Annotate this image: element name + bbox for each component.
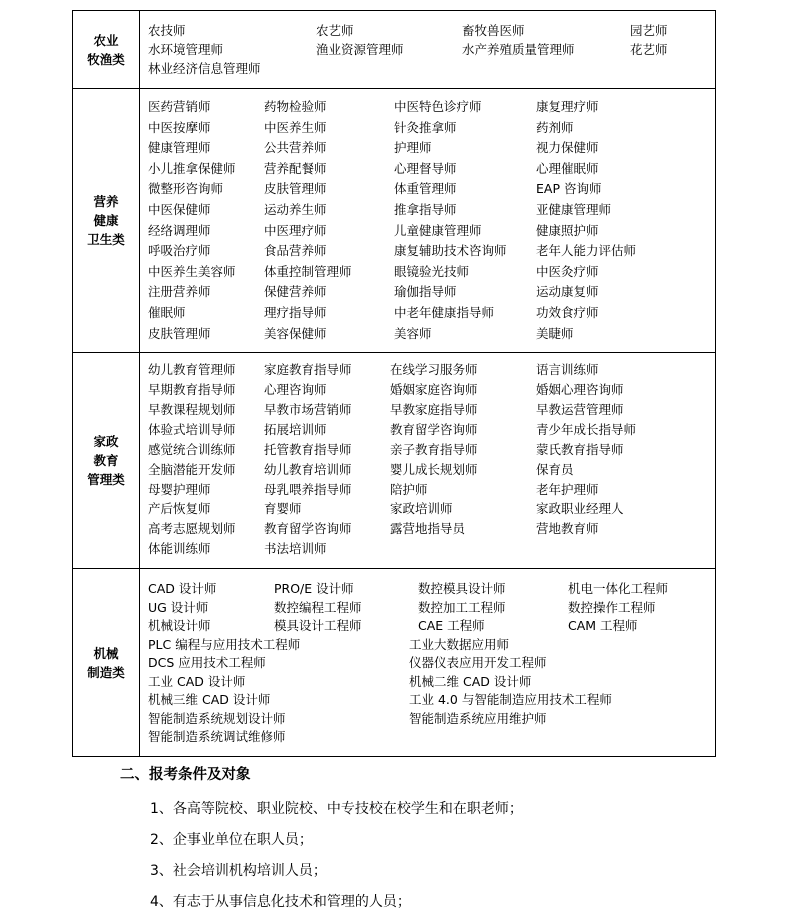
category-label: 营养 健康 卫生类: [87, 194, 125, 248]
profession-item: 机电一体化工程师: [568, 581, 669, 597]
category-row-agriculture: [73, 11, 716, 89]
profession-item: 水产养殖质量管理师: [462, 42, 575, 57]
profession-item: 药剂师: [536, 119, 574, 135]
profession-item: 数控加工工程师: [418, 599, 506, 615]
profession-item: 体验式培训导师: [148, 421, 236, 437]
profession-item: 康复辅助技术咨询师: [394, 243, 507, 259]
profession-item: 功效食疗师: [536, 304, 599, 320]
profession-item: 微整形咨询师: [148, 181, 224, 197]
profession-item: 心理催眠师: [536, 160, 599, 176]
profession-item: 康复理疗师: [536, 99, 599, 114]
profession-item: 护理师: [394, 140, 432, 156]
profession-item: 林业经济信息管理师: [148, 61, 261, 76]
category-items-cell: [140, 569, 716, 757]
category-label-cell: [73, 569, 140, 757]
profession-item: 美睫师: [536, 325, 574, 341]
profession-list: [140, 636, 715, 753]
profession-item: 蒙氏教育指导师: [536, 441, 624, 457]
profession-item: 智能制造系统规划设计师: [148, 710, 286, 726]
profession-item: 畜牧兽医师: [462, 23, 525, 38]
profession-item: 早教市场营销师: [264, 401, 352, 417]
category-row-homeedu: [73, 353, 716, 569]
profession-item: 皮肤管理师: [264, 181, 327, 197]
profession-item: 早教家庭指导师: [390, 401, 478, 417]
profession-item: 早教课程规划师: [148, 401, 236, 417]
profession-item: 婴儿成长规划师: [390, 461, 478, 477]
profession-item: 工业 4.0 与智能制造应用技术工程师: [409, 692, 612, 708]
profession-item: 模具设计工程师: [274, 618, 362, 634]
profession-item: 体重管理师: [394, 181, 457, 197]
profession-item: 家政培训师: [390, 501, 453, 517]
profession-item: 教育留学咨询师: [390, 421, 478, 437]
condition-item: 4、有志于从事信息化技术和管理的人员；: [150, 894, 411, 910]
profession-item: 母婴护理师: [148, 481, 211, 497]
profession-item: 健康照护师: [536, 222, 599, 238]
profession-item: 露营地指导员: [390, 521, 466, 537]
profession-item: PRO/E 设计师: [274, 581, 354, 597]
profession-item: 经络调理师: [148, 222, 211, 238]
profession-item: 中医保健师: [148, 201, 211, 217]
profession-item: 早期教育指导师: [148, 382, 236, 397]
profession-item: 渔业资源管理师: [316, 42, 404, 57]
profession-item: 老年人能力评估师: [536, 243, 637, 259]
profession-item: 美容师: [394, 325, 432, 341]
profession-item: 教育留学咨询师: [264, 521, 352, 537]
profession-item: 书法培训师: [264, 541, 327, 557]
profession-item: 体能训练师: [148, 541, 211, 557]
profession-item: 视力保健师: [536, 140, 599, 156]
category-label-cell: [73, 89, 140, 353]
profession-item: 食品营养师: [264, 243, 327, 259]
profession-item: 公共营养师: [264, 140, 327, 156]
category-row-mechanical: [73, 569, 716, 757]
profession-item: 青少年成长指导师: [536, 421, 637, 437]
profession-item: 药物检验师: [264, 99, 327, 114]
profession-item: 针灸推拿师: [394, 119, 457, 135]
condition-item: 1、各高等院校、职业院校、中专技校在校学生和在职老师；: [150, 801, 523, 817]
profession-item: 中医灸疗师: [536, 263, 599, 279]
profession-item: 亲子教育指导师: [390, 441, 478, 457]
category-items-cell: [140, 353, 716, 569]
profession-item: 智能制造系统调试维修师: [148, 729, 286, 745]
profession-item: 育婴师: [264, 501, 302, 517]
profession-table: [72, 10, 716, 757]
profession-item: 注册营养师: [148, 284, 211, 300]
category-items-cell: [140, 89, 716, 353]
profession-item: 陪护师: [390, 481, 428, 497]
profession-item: 花艺师: [630, 42, 668, 57]
profession-list: [140, 354, 715, 567]
profession-item: 心理督导师: [394, 160, 457, 176]
profession-item: 婚姻家庭咨询师: [390, 382, 478, 397]
profession-item: EAP 咨询师: [536, 181, 602, 197]
profession-item: 瑜伽指导师: [394, 284, 457, 300]
profession-list: [140, 89, 715, 352]
profession-item: 幼儿教育管理师: [148, 362, 236, 378]
profession-item: 中医养生师: [264, 119, 327, 135]
profession-item: 家庭教育指导师: [264, 362, 352, 378]
profession-item: DCS 应用技术工程师: [148, 655, 266, 671]
profession-item: 保育员: [536, 461, 574, 477]
section-heading: 二、报考条件及对象: [120, 767, 251, 783]
category-label-cell: [73, 353, 140, 569]
profession-item: 美容保健师: [264, 325, 327, 341]
profession-list: [140, 15, 715, 84]
profession-item: 运动康复师: [536, 284, 599, 300]
profession-item: 数控模具设计师: [418, 581, 506, 597]
profession-item: 水环境管理师: [148, 42, 224, 57]
category-label: 农业 牧渔类: [87, 32, 125, 67]
profession-item: 中医特色诊疗师: [394, 99, 482, 114]
profession-item: 中医养生美容师: [148, 263, 236, 279]
profession-item: 机械设计师: [148, 618, 211, 634]
profession-item: 农技师: [148, 23, 186, 38]
profession-item: 园艺师: [630, 23, 668, 38]
profession-item: PLC 编程与应用技术工程师: [148, 636, 301, 652]
category-label: 家政 教育 管理类: [87, 434, 125, 488]
profession-item: CAM 工程师: [568, 618, 638, 634]
profession-item: 运动养生师: [264, 201, 327, 217]
category-row-health: [73, 89, 716, 353]
profession-item: 仪器仪表应用开发工程师: [409, 655, 547, 671]
profession-item: 医药营销师: [148, 99, 211, 114]
profession-item: 数控操作工程师: [568, 599, 656, 615]
condition-item: 2、企事业单位在职人员；: [150, 832, 313, 848]
profession-item: 工业大数据应用师: [409, 636, 510, 652]
profession-item: 工业 CAD 设计师: [148, 673, 246, 689]
condition-item: 3、社会培训机构培训人员；: [150, 863, 327, 879]
profession-item: 产后恢复师: [148, 501, 211, 517]
profession-item: 智能制造系统应用维护师: [409, 710, 547, 726]
profession-item: CAD 设计师: [148, 581, 217, 597]
profession-item: 亚健康管理师: [536, 201, 612, 217]
application-conditions: [120, 766, 523, 924]
profession-item: 皮肤管理师: [148, 325, 211, 341]
profession-item: 中老年健康指导师: [394, 304, 495, 320]
profession-item: 推拿指导师: [394, 201, 457, 217]
profession-item: 高考志愿规划师: [148, 521, 236, 537]
profession-item: 早教运营管理师: [536, 401, 624, 417]
profession-item: 机械二维 CAD 设计师: [409, 673, 532, 689]
category-items-cell: [140, 11, 716, 89]
profession-item: 拓展培训师: [264, 421, 327, 437]
profession-item: 理疗指导师: [264, 304, 327, 320]
category-label-cell: [73, 11, 140, 89]
profession-item: 农艺师: [316, 23, 354, 38]
profession-item: 体重控制管理师: [264, 263, 352, 279]
profession-item: 呼吸治疗师: [148, 243, 211, 259]
profession-item: 营地教育师: [536, 521, 599, 537]
profession-item: 健康管理师: [148, 140, 211, 156]
profession-item: UG 设计师: [148, 599, 209, 615]
profession-item: 机械三维 CAD 设计师: [148, 692, 271, 708]
profession-item: 幼儿教育培训师: [264, 461, 352, 477]
profession-item: CAE 工程师: [418, 618, 485, 634]
profession-item: 营养配餐师: [264, 160, 327, 176]
profession-list: [140, 572, 715, 636]
profession-item: 婚姻心理咨询师: [536, 382, 624, 397]
profession-item: 在线学习服务师: [390, 362, 478, 378]
profession-item: 眼镜验光技师: [394, 263, 470, 279]
profession-item: 数控编程工程师: [274, 599, 362, 615]
profession-item: 母乳喂养指导师: [264, 481, 352, 497]
profession-item: 儿童健康管理师: [394, 222, 482, 238]
profession-item: 老年护理师: [536, 481, 599, 497]
profession-item: 催眠师: [148, 304, 186, 320]
profession-item: 中医理疗师: [264, 222, 327, 238]
category-label: 机械 制造类: [87, 645, 125, 680]
profession-item: 全脑潜能开发师: [148, 461, 236, 477]
profession-item: 语言训练师: [536, 362, 599, 378]
profession-item: 中医按摩师: [148, 119, 211, 135]
profession-item: 托管教育指导师: [264, 441, 352, 457]
profession-item: 家政职业经理人: [536, 501, 624, 517]
profession-item: 心理咨询师: [264, 382, 327, 397]
profession-item: 感觉统合训练师: [148, 441, 236, 457]
profession-item: 保健营养师: [264, 284, 327, 300]
profession-item: 小儿推拿保健师: [148, 160, 236, 176]
